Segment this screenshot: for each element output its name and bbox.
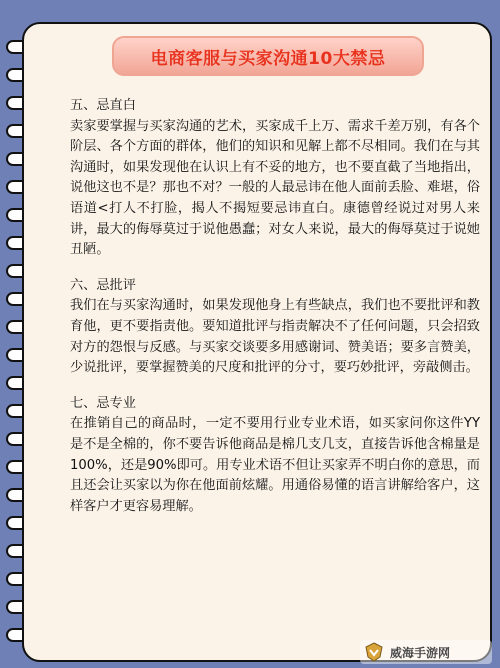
section-body: 在推销自己的商品时，一定不要用行业专业术语，如买家问你这件YY是不是全棉的，你不要告诉他商品是棉几支几支，直接告诉他含棉量是100%，还是90%即可。用专业术语不但让买家弄不明白你的意思，而且还会让买家以为你在他面前炫耀。用通俗易懂的语言讲解给客户，这样客户才更容易理解。: [70, 416, 480, 514]
article-content: [70, 96, 480, 532]
section-heading: 七、忌专业: [70, 395, 136, 411]
section-heading: 六、忌批评: [70, 277, 136, 293]
title-banner: [112, 36, 424, 76]
section-jargon: [70, 394, 480, 518]
section-body: 我们在与买家沟通时，如果发现他身上有些缺点，我们也不要批评和教育他，更不要指责他。要知道批评与指责解决不了任何问题，只会招致对方的怨恨与反感。与买家交谈要多用感谢词、赞美语；要多言赞美，少说批评，要掌握赞美的尺度和批评的分寸，要巧妙批评，旁敲侧击。: [70, 298, 480, 376]
section-heading: 五、忌直白: [70, 98, 136, 113]
shield-logo-icon: [364, 642, 384, 662]
section-direct: [70, 96, 480, 261]
watermark-text: 威海手游网: [390, 645, 451, 660]
section-body: 卖家要掌握与买家沟通的艺术，买家成千上万、需求千差万别，有各个阶层、各个方面的群体，他们的知识和见解上都不尽相同。我们在与其沟通时，如果发现他在认识上有不妥的地方，也不要直截了当地指出，说他这也不是？那也不对？一般的人最忌讳在他人面前丢脸、难堪，俗语道<打人不打脸，揭人不揭短要忌讳直白。康德曾经说过对男人来讲，最大的侮辱莫过于说他愚蠢；对女人来说，最大的侮辱莫过于说她丑陋。: [70, 118, 480, 258]
watermark-logo: [360, 640, 492, 664]
section-criticism: [70, 276, 480, 379]
page-title: 电商客服与买家沟通10大禁忌: [150, 48, 386, 69]
